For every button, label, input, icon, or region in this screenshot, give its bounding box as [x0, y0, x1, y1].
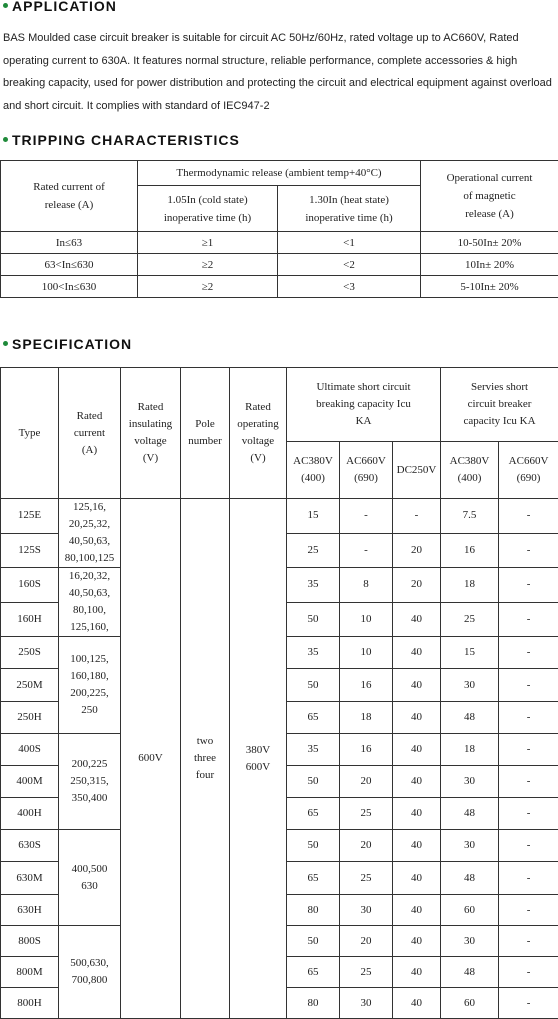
- type-cell: 630M: [1, 862, 59, 895]
- header-icu: Ultimate short circuit breaking capacity Icu KA: [287, 368, 441, 442]
- table-row: [1, 232, 558, 254]
- icu-ac660-cell: -: [340, 499, 393, 534]
- magnetic-cell: 10-50In± 20%: [421, 232, 558, 254]
- ics-ac660-cell: -: [499, 798, 558, 830]
- ics-ac380-cell: 48: [441, 862, 499, 895]
- ics-ac380-cell: 16: [441, 533, 499, 568]
- header-rated-current: Rated current of release (A): [1, 161, 138, 232]
- magnetic-cell: 10In± 20%: [421, 254, 558, 276]
- icu-ac660-cell: 25: [340, 957, 393, 988]
- type-cell: 630S: [1, 830, 59, 862]
- icu-ac380-cell: 25: [287, 533, 340, 568]
- icu-ac380-cell: 50: [287, 830, 340, 862]
- icu-dc250-cell: 40: [393, 798, 441, 830]
- icu-dc250-cell: 40: [393, 957, 441, 988]
- icu-ac660-cell: 10: [340, 602, 393, 637]
- bullet-icon: [3, 137, 8, 142]
- specification-heading: [3, 336, 132, 352]
- operating-voltage-cell: 380V 600V: [230, 499, 287, 1019]
- application-heading: [3, 0, 117, 14]
- rated-current-cell: 100<In≤630: [1, 276, 138, 298]
- table-row: [1, 499, 558, 534]
- header-operating-voltage: Rated operating voltage (V): [230, 368, 287, 499]
- header-icu-ac380: AC380V (400): [287, 442, 340, 499]
- header-insulating-voltage: Rated insulating voltage (V): [121, 368, 181, 499]
- header-ics-ac380: AC380V (400): [441, 442, 499, 499]
- ics-ac380-cell: 30: [441, 766, 499, 798]
- ics-ac380-cell: 30: [441, 669, 499, 702]
- pole-number-cell: two three four: [181, 499, 230, 1019]
- rated-current-cell: 200,225 250,315, 350,400: [59, 734, 121, 830]
- icu-ac660-cell: 20: [340, 926, 393, 957]
- icu-ac660-cell: 8: [340, 568, 393, 603]
- ics-ac660-cell: -: [499, 499, 558, 534]
- icu-ac380-cell: 65: [287, 957, 340, 988]
- ics-ac660-cell: -: [499, 602, 558, 637]
- tripping-title: TRIPPING CHARACTERISTICS: [12, 132, 240, 148]
- tripping-table: [0, 160, 558, 298]
- ics-ac380-cell: 30: [441, 926, 499, 957]
- ics-ac660-cell: -: [499, 895, 558, 926]
- heat-state-cell: <1: [278, 232, 421, 254]
- table-row: [1, 276, 558, 298]
- header-pole-number: Pole number: [181, 368, 230, 499]
- header-magnetic: Operational current of magnetic release (A): [421, 161, 558, 232]
- type-cell: 630H: [1, 895, 59, 926]
- type-cell: 125E: [1, 499, 59, 534]
- icu-ac380-cell: 35: [287, 637, 340, 669]
- icu-ac380-cell: 80: [287, 988, 340, 1019]
- type-cell: 800H: [1, 988, 59, 1019]
- icu-dc250-cell: -: [393, 499, 441, 534]
- ics-ac660-cell: -: [499, 702, 558, 734]
- rated-current-cell: 100,125, 160,180, 200,225, 250: [59, 637, 121, 734]
- type-cell: 400M: [1, 766, 59, 798]
- cold-state-cell: ≥2: [138, 254, 278, 276]
- icu-dc250-cell: 40: [393, 895, 441, 926]
- ics-ac660-cell: -: [499, 988, 558, 1019]
- rated-current-cell: 63<In≤630: [1, 254, 138, 276]
- icu-ac660-cell: 20: [340, 830, 393, 862]
- icu-ac380-cell: 50: [287, 669, 340, 702]
- icu-ac380-cell: 15: [287, 499, 340, 534]
- tripping-heading: [3, 132, 240, 148]
- icu-dc250-cell: 40: [393, 766, 441, 798]
- ics-ac380-cell: 30: [441, 830, 499, 862]
- specification-title: SPECIFICATION: [12, 336, 133, 352]
- icu-dc250-cell: 40: [393, 926, 441, 957]
- icu-dc250-cell: 40: [393, 637, 441, 669]
- ics-ac660-cell: -: [499, 669, 558, 702]
- header-type: Type: [1, 368, 59, 499]
- header-cold-state: 1.05In (cold state) inoperative time (h): [138, 186, 278, 232]
- application-title: APPLICATION: [12, 0, 117, 14]
- ics-ac380-cell: 48: [441, 702, 499, 734]
- type-cell: 250M: [1, 669, 59, 702]
- icu-ac380-cell: 50: [287, 766, 340, 798]
- icu-ac380-cell: 35: [287, 734, 340, 766]
- table-row: [1, 254, 558, 276]
- ics-ac660-cell: -: [499, 862, 558, 895]
- rated-current-cell: 125,16, 20,25,32, 40,50,63, 80,100,125: [59, 499, 121, 568]
- specification-table: [0, 367, 558, 1019]
- header-ics-ac660: AC660V (690): [499, 442, 558, 499]
- ics-ac660-cell: -: [499, 766, 558, 798]
- icu-ac380-cell: 50: [287, 926, 340, 957]
- icu-dc250-cell: 40: [393, 734, 441, 766]
- ics-ac380-cell: 60: [441, 988, 499, 1019]
- icu-dc250-cell: 40: [393, 602, 441, 637]
- application-paragraph: BAS Moulded case circuit breaker is suitable for circuit AC 50Hz/60Hz, rated voltage up to AC660V, Rated operating current to 630A. It features normal structure, reliable performance, complete accessories & high breaking capacity, used for power distribution and protecting the circuit and electrical equipment against overload and short circuit. It complies with standard of IEC947-2: [3, 32, 552, 112]
- header-thermodynamic: Thermodynamic release (ambient temp+40°C): [138, 161, 421, 186]
- icu-ac380-cell: 65: [287, 798, 340, 830]
- magnetic-cell: 5-10In± 20%: [421, 276, 558, 298]
- icu-ac380-cell: 65: [287, 702, 340, 734]
- header-icu-ac660: AC660V (690): [340, 442, 393, 499]
- type-cell: 800S: [1, 926, 59, 957]
- cold-state-cell: ≥2: [138, 276, 278, 298]
- ics-ac380-cell: 7.5: [441, 499, 499, 534]
- header-ics: Servies short circuit breaker capacity Icu KA: [441, 368, 558, 442]
- ics-ac660-cell: -: [499, 830, 558, 862]
- ics-ac380-cell: 18: [441, 734, 499, 766]
- ics-ac380-cell: 15: [441, 637, 499, 669]
- icu-ac660-cell: 20: [340, 766, 393, 798]
- icu-dc250-cell: 40: [393, 702, 441, 734]
- type-cell: 160H: [1, 602, 59, 637]
- type-cell: 400H: [1, 798, 59, 830]
- icu-ac380-cell: 80: [287, 895, 340, 926]
- ics-ac380-cell: 25: [441, 602, 499, 637]
- heat-state-cell: <3: [278, 276, 421, 298]
- ics-ac380-cell: 48: [441, 798, 499, 830]
- icu-ac660-cell: 25: [340, 862, 393, 895]
- icu-ac660-cell: -: [340, 533, 393, 568]
- icu-ac660-cell: 18: [340, 702, 393, 734]
- icu-ac660-cell: 30: [340, 895, 393, 926]
- icu-ac380-cell: 50: [287, 602, 340, 637]
- icu-ac660-cell: 16: [340, 734, 393, 766]
- icu-ac660-cell: 30: [340, 988, 393, 1019]
- icu-ac660-cell: 10: [340, 637, 393, 669]
- type-cell: 400S: [1, 734, 59, 766]
- rated-current-cell: 500,630, 700,800: [59, 926, 121, 1019]
- rated-current-cell: 16,20,32, 40,50,63, 80,100, 125,160,: [59, 568, 121, 637]
- cold-state-cell: ≥1: [138, 232, 278, 254]
- type-cell: 160S: [1, 568, 59, 603]
- icu-dc250-cell: 40: [393, 988, 441, 1019]
- header-icu-dc250: DC250V: [393, 442, 441, 499]
- type-cell: 125S: [1, 533, 59, 568]
- type-cell: 250H: [1, 702, 59, 734]
- icu-dc250-cell: 40: [393, 830, 441, 862]
- ics-ac660-cell: -: [499, 926, 558, 957]
- ics-ac660-cell: -: [499, 533, 558, 568]
- icu-dc250-cell: 20: [393, 533, 441, 568]
- ics-ac660-cell: -: [499, 734, 558, 766]
- header-heat-state: 1.30In (heat state) inoperative time (h): [278, 186, 421, 232]
- icu-ac660-cell: 25: [340, 798, 393, 830]
- icu-ac380-cell: 65: [287, 862, 340, 895]
- icu-dc250-cell: 20: [393, 568, 441, 603]
- rated-current-cell: 400,500 630: [59, 830, 121, 926]
- bullet-icon: [3, 341, 8, 346]
- insulating-voltage-cell: 600V: [121, 499, 181, 1019]
- ics-ac660-cell: -: [499, 957, 558, 988]
- ics-ac380-cell: 18: [441, 568, 499, 603]
- ics-ac380-cell: 48: [441, 957, 499, 988]
- rated-current-cell: In≤63: [1, 232, 138, 254]
- ics-ac660-cell: -: [499, 568, 558, 603]
- type-cell: 800M: [1, 957, 59, 988]
- icu-ac660-cell: 16: [340, 669, 393, 702]
- icu-ac380-cell: 35: [287, 568, 340, 603]
- ics-ac660-cell: -: [499, 637, 558, 669]
- type-cell: 250S: [1, 637, 59, 669]
- heat-state-cell: <2: [278, 254, 421, 276]
- ics-ac380-cell: 60: [441, 895, 499, 926]
- header-rated-current: Rated current (A): [59, 368, 121, 499]
- icu-dc250-cell: 40: [393, 669, 441, 702]
- icu-dc250-cell: 40: [393, 862, 441, 895]
- bullet-icon: [3, 3, 8, 8]
